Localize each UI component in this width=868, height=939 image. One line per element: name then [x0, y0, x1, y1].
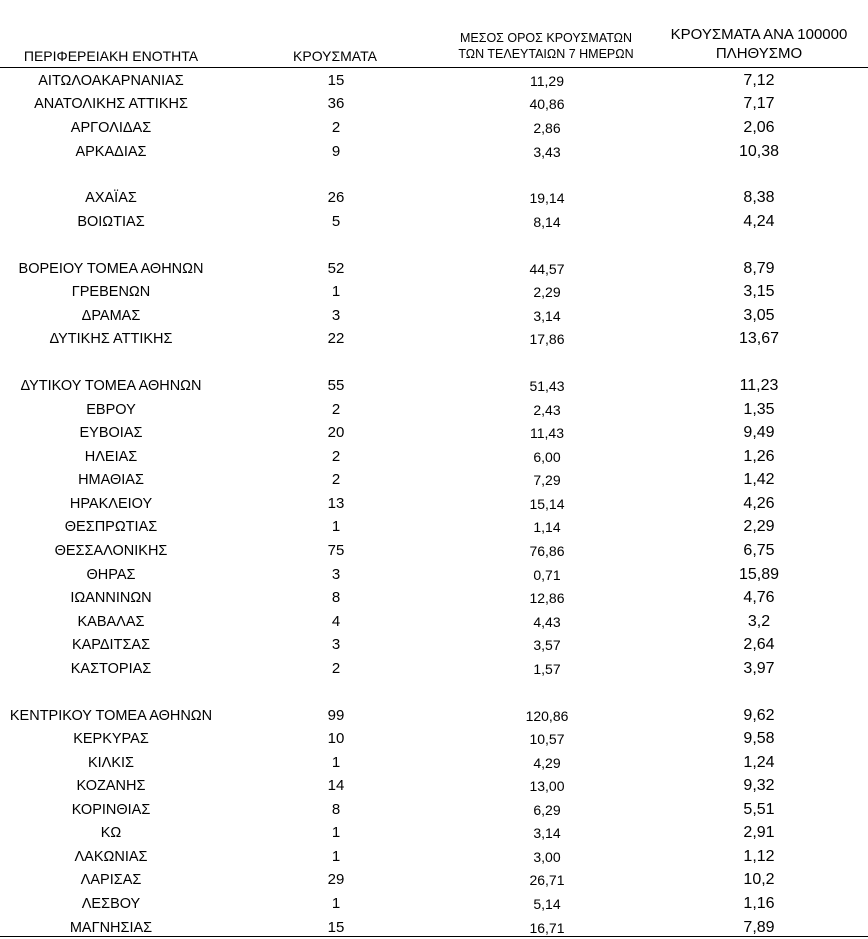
header-avg-line1: ΜΕΣΟΣ ΟΡΟΣ ΚΡΟΥΣΜΑΤΩΝ [459, 31, 633, 45]
table-row [0, 211, 868, 233]
per-100k-cell: 9,49 [743, 424, 775, 441]
avg-7day-cell: 40,86 [529, 96, 565, 112]
table-row [0, 422, 868, 444]
cases-cell: 3 [331, 307, 341, 324]
per-100k-cell: 13,67 [738, 330, 780, 347]
per-100k-cell: 1,35 [743, 401, 775, 418]
per-100k-cell: 4,24 [743, 213, 775, 230]
region-cell: ΑΡΚΑΔΙΑΣ [75, 144, 147, 160]
per-100k-cell: 7,17 [743, 95, 775, 112]
table-row [0, 328, 868, 350]
avg-7day-cell: 2,43 [533, 402, 561, 418]
region-cell: ΚΟΖΑΝΗΣ [76, 778, 146, 794]
region-cell: ΒΟΡΕΙΟΥ ΤΟΜΕΑ ΑΘΗΝΩΝ [18, 261, 204, 277]
table-row [0, 587, 868, 609]
region-cell: ΓΡΕΒΕΝΩΝ [71, 284, 151, 300]
avg-7day-cell: 120,86 [525, 708, 569, 724]
cases-cell: 20 [327, 424, 345, 441]
avg-7day-cell: 44,57 [529, 261, 565, 277]
region-cell: ΗΡΑΚΛΕΙΟΥ [69, 496, 153, 512]
avg-7day-cell: 26,71 [529, 872, 565, 888]
region-cell: ΙΩΑΝΝΙΝΩΝ [70, 590, 152, 606]
table-row [0, 658, 868, 680]
region-cell: ΛΑΚΩΝΙΑΣ [74, 849, 148, 865]
header-per-line1: ΚΡΟΥΣΜΑΤΑ ΑΝΑ 100000 [670, 26, 848, 43]
table-row [0, 846, 868, 868]
per-100k-cell: 4,26 [743, 495, 775, 512]
avg-7day-cell: 3,14 [533, 308, 561, 324]
avg-7day-cell: 1,57 [533, 661, 561, 677]
cases-cell: 1 [331, 283, 341, 300]
bottom-divider [0, 936, 868, 937]
region-cell: ΜΑΓΝΗΣΙΑΣ [69, 920, 153, 936]
cases-cell: 26 [327, 189, 345, 206]
region-cell: ΗΜΑΘΙΑΣ [78, 472, 144, 488]
avg-7day-cell: 11,29 [530, 73, 564, 89]
cases-cell: 75 [327, 542, 345, 559]
table-row [0, 564, 868, 586]
table-row [0, 516, 868, 538]
avg-7day-cell: 2,86 [533, 120, 561, 136]
region-cell: ΘΗΡΑΣ [86, 567, 136, 583]
per-100k-cell: 9,32 [743, 777, 775, 794]
avg-7day-cell: 51,43 [529, 378, 565, 394]
header-per-line2: ΠΛΗΘΥΣΜΟ [715, 44, 803, 62]
table-row [0, 799, 868, 821]
table-row [0, 469, 868, 491]
table-row [0, 93, 868, 115]
per-100k-cell: 3,97 [743, 660, 775, 677]
avg-7day-cell: 12,86 [529, 590, 565, 606]
per-100k-cell: 7,12 [743, 72, 775, 89]
cases-cell: 4 [331, 613, 341, 630]
region-cell: ΕΒΡΟΥ [86, 402, 136, 418]
header-region: ΠΕΡΙΦΕΡΕΙΑΚΗ ΕΝΟΤΗΤΑ [23, 48, 199, 64]
table-row [0, 117, 868, 139]
table-row [0, 775, 868, 797]
header-divider [0, 67, 868, 68]
table-row [0, 70, 868, 92]
region-cell: ΗΛΕΙΑΣ [84, 449, 138, 465]
avg-7day-cell: 3,57 [533, 637, 561, 653]
table-row [0, 305, 868, 327]
region-cell: ΘΕΣΠΡΩΤΙΑΣ [64, 519, 158, 535]
cases-cell: 2 [331, 448, 341, 465]
cases-cell: 29 [327, 871, 345, 888]
cases-cell: 3 [331, 566, 341, 583]
cases-cell: 2 [331, 471, 341, 488]
table-row [0, 705, 868, 727]
avg-7day-cell: 8,14 [533, 214, 561, 230]
avg-7day-cell: 3,00 [533, 849, 561, 865]
region-cell: ΚΕΝΤΡΙΚΟΥ ΤΟΜΕΑ ΑΘΗΝΩΝ [9, 708, 213, 724]
region-cell: ΚΕΡΚΥΡΑΣ [73, 731, 149, 747]
cases-cell: 22 [327, 330, 345, 347]
per-100k-cell: 10,38 [738, 143, 780, 160]
region-cell: ΕΥΒΟΙΑΣ [79, 425, 143, 441]
per-100k-cell: 8,38 [743, 189, 775, 206]
cases-cell: 1 [331, 895, 341, 912]
region-cell: ΑΡΓΟΛΙΔΑΣ [70, 120, 152, 136]
region-cell: ΔΥΤΙΚΟΥ ΤΟΜΕΑ ΑΘΗΝΩΝ [20, 378, 202, 394]
cases-cell: 55 [327, 377, 345, 394]
region-cell: ΚΟΡΙΝΘΙΑΣ [71, 802, 151, 818]
cases-cell: 1 [331, 848, 341, 865]
table-row [0, 634, 868, 656]
header-per-100k [650, 26, 868, 64]
region-cell: ΚΑΣΤΟΡΙΑΣ [70, 661, 152, 677]
cases-cell: 14 [327, 777, 345, 794]
region-cell: ΔΡΑΜΑΣ [81, 308, 141, 324]
header-avg [428, 30, 664, 63]
cases-cell: 13 [327, 495, 345, 512]
region-cell: ΑΙΤΩΛΟΑΚΑΡΝΑΝΙΑΣ [38, 73, 184, 89]
per-100k-cell: 3,2 [747, 613, 771, 630]
per-100k-cell: 1,42 [743, 471, 775, 488]
per-100k-cell: 9,62 [743, 707, 775, 724]
per-100k-cell: 7,89 [743, 919, 775, 936]
region-cell: ΛΕΣΒΟΥ [81, 896, 141, 912]
table-row [0, 258, 868, 280]
cases-cell: 2 [331, 401, 341, 418]
cases-cell: 3 [331, 636, 341, 653]
cases-cell: 8 [331, 801, 341, 818]
per-100k-cell: 1,12 [743, 848, 775, 865]
table-row [0, 493, 868, 515]
per-100k-cell: 3,15 [743, 283, 775, 300]
per-100k-cell: 5,51 [743, 801, 775, 818]
cases-cell: 1 [331, 824, 341, 841]
avg-7day-cell: 17,86 [529, 331, 565, 347]
region-cell: ΚΩ [100, 825, 122, 841]
region-cell: ΑΝΑΤΟΛΙΚΗΣ ΑΤΤΙΚΗΣ [34, 96, 188, 112]
avg-7day-cell: 19,14 [529, 190, 565, 206]
per-100k-cell: 2,29 [743, 518, 775, 535]
avg-7day-cell: 10,57 [529, 731, 565, 747]
per-100k-cell: 6,75 [743, 542, 775, 559]
per-100k-cell: 4,76 [743, 589, 775, 606]
per-100k-cell: 9,58 [743, 730, 775, 747]
per-100k-cell: 8,79 [743, 260, 775, 277]
avg-7day-cell: 15,14 [529, 496, 565, 512]
cases-cell: 1 [331, 754, 341, 771]
table-row [0, 611, 868, 633]
per-100k-cell: 1,16 [743, 895, 775, 912]
region-cell: ΘΕΣΣΑΛΟΝΙΚΗΣ [54, 543, 168, 559]
cases-cell: 15 [327, 72, 345, 89]
avg-7day-cell: 2,29 [533, 284, 561, 300]
per-100k-cell: 11,23 [739, 377, 779, 394]
region-cell: ΛΑΡΙΣΑΣ [80, 872, 142, 888]
per-100k-cell: 1,24 [743, 754, 775, 771]
cases-cell: 10 [327, 730, 345, 747]
avg-7day-cell: 11,43 [530, 425, 564, 441]
region-cell: ΒΟΙΩΤΙΑΣ [77, 214, 145, 230]
avg-7day-cell: 13,00 [529, 778, 565, 794]
cases-cell: 1 [331, 518, 341, 535]
cases-cell: 52 [327, 260, 345, 277]
table-row [0, 869, 868, 891]
cases-cell: 15 [327, 919, 345, 936]
avg-7day-cell: 4,29 [533, 755, 561, 771]
header-cases: ΚΡΟΥΣΜΑΤΑ [293, 48, 377, 64]
avg-7day-cell: 3,14 [533, 825, 561, 841]
region-cell: ΔΥΤΙΚΗΣ ΑΤΤΙΚΗΣ [49, 331, 173, 347]
avg-7day-cell: 1,14 [533, 519, 561, 535]
per-100k-cell: 1,26 [743, 448, 775, 465]
table-row [0, 281, 868, 303]
region-cell: ΚΙΛΚΙΣ [87, 755, 135, 771]
per-100k-cell: 10,2 [743, 871, 775, 888]
table-row [0, 728, 868, 750]
table-row [0, 446, 868, 468]
avg-7day-cell: 16,71 [529, 920, 565, 936]
cases-cell: 36 [327, 95, 345, 112]
per-100k-cell: 2,64 [743, 636, 775, 653]
table-row [0, 752, 868, 774]
cases-cell: 5 [331, 213, 341, 230]
table-row [0, 540, 868, 562]
header-avg-line2: ΤΩΝ ΤΕΛΕΥΤΑΙΩΝ 7 ΗΜΕΡΩΝ [458, 47, 634, 62]
cases-cell: 8 [331, 589, 341, 606]
per-100k-cell: 2,06 [743, 119, 775, 136]
table-row [0, 399, 868, 421]
avg-7day-cell: 7,29 [533, 472, 561, 488]
per-100k-cell: 15,89 [738, 566, 780, 583]
cases-cell: 99 [327, 707, 345, 724]
avg-7day-cell: 3,43 [533, 144, 561, 160]
table-row [0, 141, 868, 163]
cases-cell: 2 [331, 119, 341, 136]
avg-7day-cell: 6,29 [533, 802, 561, 818]
per-100k-cell: 3,05 [743, 307, 775, 324]
cases-cell: 9 [331, 143, 341, 160]
table-row [0, 893, 868, 915]
region-cell: ΑΧΑΪΑΣ [85, 190, 137, 206]
table-row [0, 822, 868, 844]
table-row [0, 375, 868, 397]
cases-cell: 2 [331, 660, 341, 677]
avg-7day-cell: 0,71 [533, 567, 561, 583]
per-100k-cell: 2,91 [743, 824, 775, 841]
region-cell: ΚΑΒΑΛΑΣ [77, 614, 145, 630]
avg-7day-cell: 4,43 [533, 614, 561, 630]
avg-7day-cell: 6,00 [533, 449, 561, 465]
region-cell: ΚΑΡΔΙΤΣΑΣ [71, 637, 151, 653]
avg-7day-cell: 5,14 [533, 896, 561, 912]
table-row [0, 187, 868, 209]
avg-7day-cell: 76,86 [529, 543, 565, 559]
